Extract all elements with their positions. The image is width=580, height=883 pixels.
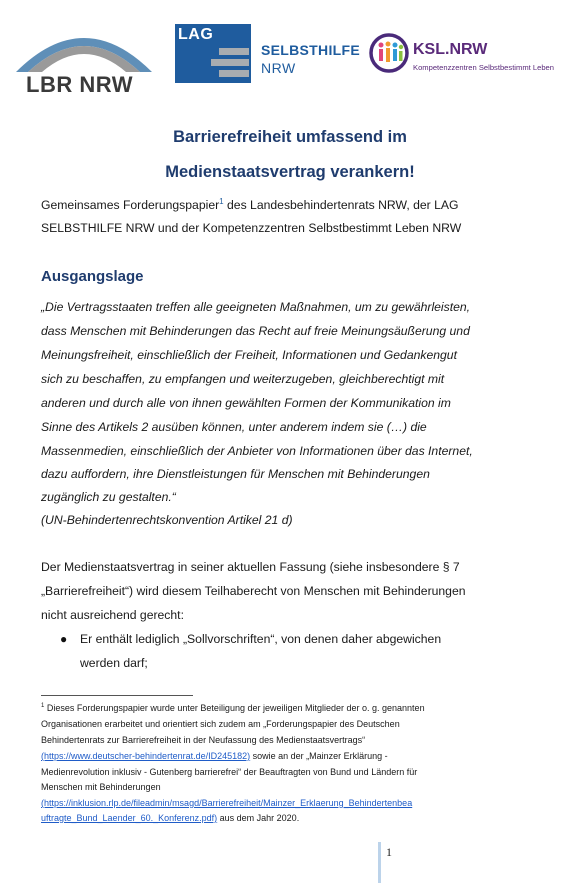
page-number: 1 (386, 845, 392, 859)
lag-logo-bar (211, 59, 249, 66)
footnote-text: sowie an der „Mainzer Erklärung - (250, 751, 388, 761)
ksl-logo-subtitle: Kompetenzzentren Selbstbestimmt Leben (413, 63, 554, 72)
lag-logo-bar (219, 48, 249, 55)
quote-line: „Die Vertragsstaaten treffen alle geeigneten Maßnahmen, um zu gewährleisten, (41, 300, 471, 314)
section-heading: Ausgangslage (41, 268, 144, 285)
intro-line-2: SELBSTHILFE NRW und der Kompetenzzentren Selbstbestimmt Leben NRW (41, 221, 462, 235)
footnote-link-rlp[interactable]: (https://inklusion.rlp.de/fileadmin/msagd/Barrierefreiheit/Mainzer_Erklaerung_Behindertenbea (41, 798, 413, 808)
ksl-people-icon (368, 27, 410, 79)
body-line: nicht ausreichend gerecht: (41, 608, 184, 622)
quote-line: Meinungsfreiheit, einschließlich der Freiheit, Informationen und Gedankengut (41, 348, 457, 362)
footnote-separator (41, 695, 193, 696)
footnote-line: Menschen mit Behinderungen (41, 782, 161, 792)
lag-selbsthilfe-logo (175, 24, 360, 84)
bullet-icon: ● (60, 632, 68, 646)
lag-logo-selbsthilfe: SELBSTHILFE (261, 42, 360, 58)
lag-logo-word: LAG (178, 26, 214, 43)
quote-line: anderen und durch alle von ihnen gewählten Formen der Kommunikation im (41, 396, 451, 410)
footnote-number: 1 (41, 703, 45, 709)
quote-source: (UN-Behindertenrechtskonvention Artikel 21 d) (41, 513, 293, 527)
document-title-line-1: Barrierefreiheit umfassend im (173, 128, 407, 146)
footnote-line (41, 813, 299, 823)
document-title-line-2: Medienstaatsvertrag verankern! (165, 163, 415, 181)
lbr-nrw-logo (14, 14, 154, 98)
quote-line: dazu auffordern, ihre Dienstleistungen für Menschen mit Behinderungen (41, 467, 430, 481)
footnote-line (41, 798, 412, 808)
footnote-line (41, 703, 425, 713)
quote-line: sich zu beschaffen, zu empfangen und weiterzugeben, gleichberechtigt mit (41, 372, 445, 386)
intro-text: des Landesbehindertenrats NRW, der LAG (223, 198, 459, 213)
lag-logo-bar (219, 70, 249, 77)
footnote-line: Medienrevolution inklusiv - Gutenberg barrierefrei“ der Beauftragten von Bund und Ländern für (41, 767, 418, 777)
footnote-line: Organisationen erarbeitet und orientiert sich zudem am „Forderungspapier des Deutschen (41, 719, 400, 729)
quote-line: dass Menschen mit Behinderungen das Recht auf freie Meinungsäußerung und (41, 324, 470, 338)
lbr-logo-text: LBR NRW (26, 72, 133, 97)
quote-line: zugänglich zu gestalten.“ (41, 490, 176, 504)
footnote-line (41, 751, 388, 761)
ksl-nrw-logo (368, 27, 573, 79)
lag-logo-nrw: NRW (261, 60, 296, 76)
intro-line-1 (41, 197, 458, 212)
body-line: „Barrierefreiheit“) wird diesem Teilhaberecht von Menschen mit Behinderungen (41, 584, 466, 598)
quote-line: Massenmedien, einschließlich der Anbieter von Informationen über das Internet, (41, 444, 473, 458)
lbr-arc-graphic (14, 14, 154, 74)
body-line: Der Medienstaatsvertrag in seiner aktuellen Fassung (siehe insbesondere § 7 (41, 560, 460, 574)
footnote-link-dbr[interactable]: (https://www.deutscher-behindertenrat.de/ID245182) (41, 751, 251, 761)
footnote-link-rlp-continued[interactable]: uftragte_Bund_Laender_60._Konferenz.pdf) (41, 813, 218, 823)
footnote-line: Behindertenrats zur Barrierefreiheit in der Neufassung des Medienstaatsvertrags“ (41, 735, 366, 745)
footnote-text: aus dem Jahr 2020. (217, 813, 300, 823)
ksl-logo-title: KSL.NRW (413, 41, 488, 58)
quote-line: Sinne des Artikels 2 ausüben können, unter anderem indem sie (…) die (41, 420, 427, 434)
intro-text: Gemeinsames Forderungspapier (41, 198, 220, 213)
bullet-line: Er enthält lediglich „Sollvorschriften“, von denen daher abgewichen (80, 632, 442, 646)
footnote-text: Dieses Forderungspapier wurde unter Beteiligung der jeweiligen Mitglieder der o. g. genannten (44, 703, 425, 713)
bullet-line: werden darf; (80, 656, 148, 670)
page-number-bar (378, 842, 381, 883)
footnote-reference[interactable]: 1 (219, 197, 224, 206)
